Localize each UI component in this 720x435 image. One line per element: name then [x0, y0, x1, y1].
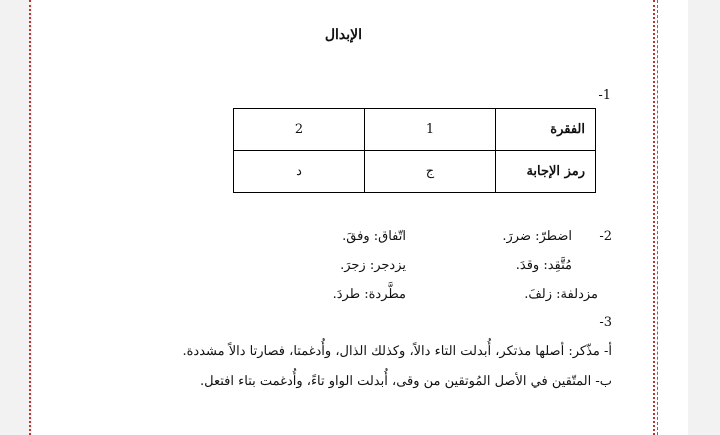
list-item: اضطرّ: ضررَ. — [502, 229, 572, 244]
question-2-number: 2- — [599, 229, 612, 244]
question-3-line-b: ب- المتّقين في الأصل المُوتقين من وقى، أُبدلت الواو تاءً، وأُدغمت بتاء افتعل. — [199, 374, 612, 389]
table-header-cell: رمز الإجابة — [496, 151, 596, 193]
document-page — [32, 0, 688, 435]
table-header-cell: الفقرة — [496, 109, 596, 151]
list-item: مطَّردة: طردَ. — [332, 287, 406, 302]
page-title: الإبدال — [324, 27, 362, 43]
question-1-number: 1- — [598, 88, 611, 103]
answer-table — [233, 108, 596, 193]
table-cell: د — [234, 151, 365, 193]
table-cell: ج — [365, 151, 496, 193]
question-3-number: 3- — [599, 315, 612, 330]
table-cell: 2 — [234, 109, 365, 151]
table-row — [234, 151, 596, 193]
page-border-right-inner — [657, 0, 658, 435]
list-item: اتّفاق: وفقَ. — [342, 229, 406, 244]
page-border-right — [653, 0, 655, 435]
page-border-left — [29, 0, 31, 435]
table-row — [234, 109, 596, 151]
list-item: يزدجر: زجرَ. — [340, 258, 406, 273]
list-item: مزدلفة: زلفَ. — [524, 287, 598, 302]
table-cell: 1 — [365, 109, 496, 151]
question-3-line-a: أ- مذّكر: أصلها مذتكر، أُبدلت التاء دالاً، وكذلك الذال، وأُدغمتا، فصارتا دالاً مشددة. — [182, 344, 612, 359]
list-item: مُتَّقِد: وقدَ. — [515, 258, 572, 273]
